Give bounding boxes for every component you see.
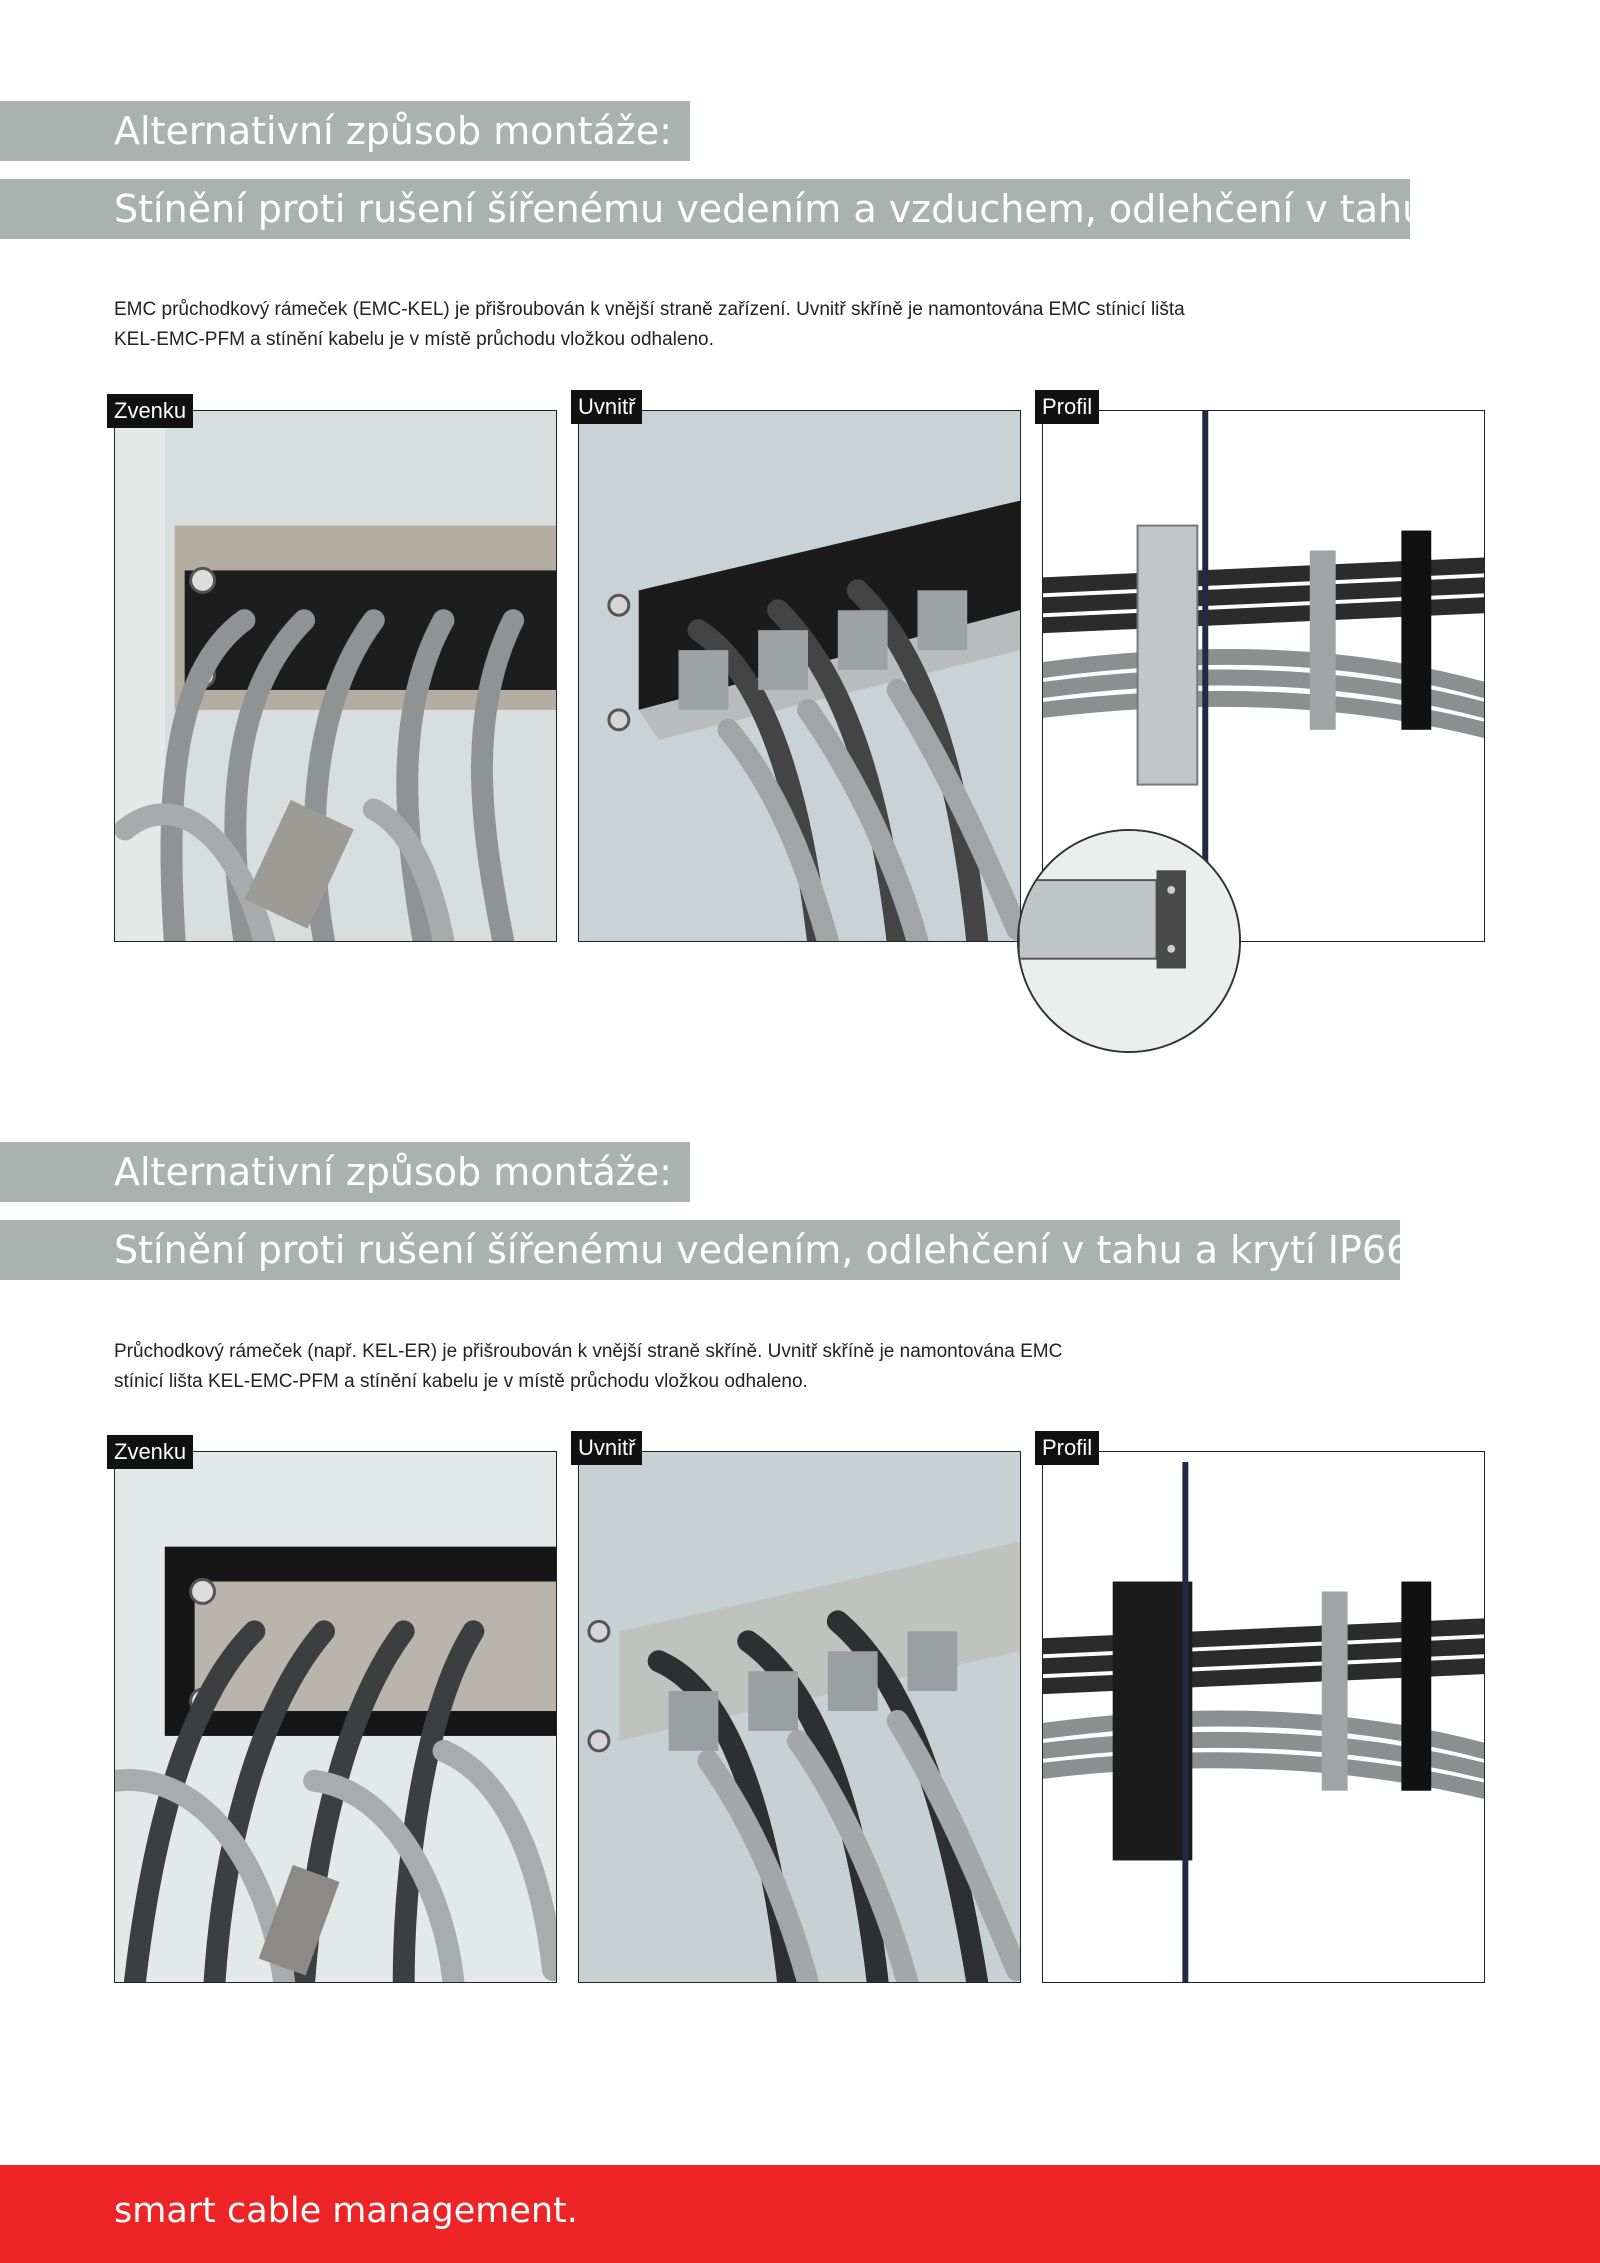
label-profile-2: Profil (1035, 1431, 1099, 1465)
section2-description-line1: Průchodkový rámeček (např. KEL-ER) je přišroubován k vnější straně skříně. Uvnitř skříně je namontována EMC (114, 1341, 1063, 1362)
section2-heading1: Alternativní způsob montáže: (0, 1142, 690, 1202)
photo-outside-emc-kel (114, 410, 557, 942)
section1-description-line2: KEL-EMC-PFM a stínění kabelu je v místě průchodu vložkou odhaleno. (114, 329, 714, 350)
label-profile: Profil (1035, 390, 1099, 424)
section1-heading1: Alternativní způsob montáže: (0, 101, 690, 161)
photo-profile-ip66 (1042, 1451, 1485, 1983)
photo-inside-kel-er (578, 1451, 1021, 1983)
footer-slogan: smart cable management. (114, 2191, 578, 2231)
section1-description (114, 295, 1185, 355)
label-inside: Uvnitř (571, 390, 642, 424)
section2-heading2: Stínění proti rušení šířenému vedením, odlehčení v tahu a krytí IP66 (0, 1220, 1400, 1280)
inset-detail-circle (1017, 829, 1241, 1053)
label-outside-2: Zvenku (107, 1435, 193, 1469)
section1-heading2: Stínění proti rušení šířenému vedením a vzduchem, odlehčení v tahu (0, 179, 1410, 239)
label-inside-2: Uvnitř (571, 1431, 642, 1465)
footer-bar (0, 2165, 1600, 2263)
photo-inside-emc-pfm (578, 410, 1021, 942)
section2-description-line2: stínicí lišta KEL-EMC-PFM a stínění kabelu je v místě průchodu vložkou odhaleno. (114, 1371, 808, 1392)
section1-description-line1: EMC průchodkový rámeček (EMC-KEL) je přišroubován k vnější straně zařízení. Uvnitř skříně je namontována EMC stínicí lišta (114, 299, 1185, 320)
section2-description (114, 1337, 1062, 1397)
photo-outside-kel-er (114, 1451, 557, 1983)
label-outside: Zvenku (107, 394, 193, 428)
